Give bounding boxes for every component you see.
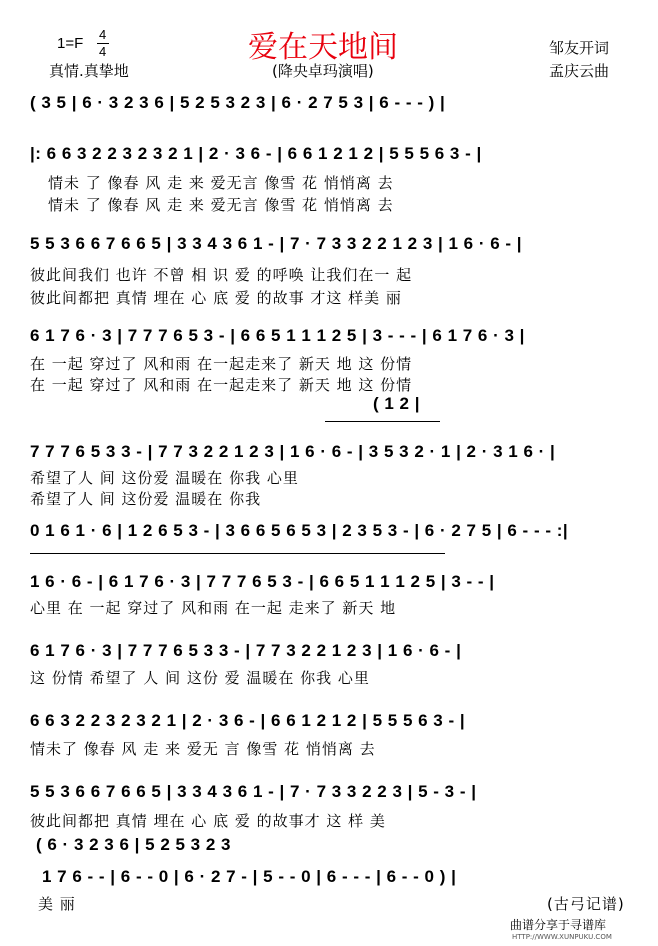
notation-row-8: 6 1 7 6 · 3 | 7 7 7 6 5 3 3 - | 7 7 3 2 2 1 2 3 | 1 6 · 6 - | <box>30 641 462 660</box>
notation-row-coda: 1 7 6 - - | 6 - - 0 | 6 · 2 7 - | 5 - - 0 | 6 - - - | 6 - - 0 ) | <box>42 867 457 886</box>
notation-row-3: 5 5 3 6 6 7 6 6 5 | 3 3 4 3 6 1 - | 7 · 7 3 3 2 2 1 2 3 | 1 6 · 6 - | <box>30 234 523 253</box>
lyrics-row-9: 情未了 像春 风 走 来 爱无 言 像雪 花 悄悄离 去 <box>30 740 376 758</box>
notation-row-5: 7 7 7 6 5 3 3 - | 7 7 3 2 2 1 2 3 | 1 6 · 6 - | 3 5 3 2 · 1 | 2 · 3 1 6 · | <box>30 442 556 461</box>
notation-row-coda-upper: ( 6 · 3 2 3 6 | 5 2 5 3 2 3 <box>36 835 231 854</box>
footer-url[interactable]: HTTP://WWW.XUNPUKU.COM <box>512 933 612 941</box>
transcriber-note: (古弓记谱) <box>547 895 625 913</box>
notation-row-4: 6 1 7 6 · 3 | 7 7 7 6 5 3 - | 6 6 5 1 1 1 2 5 | 3 - - - | 6 1 7 6 · 3 | <box>30 326 525 345</box>
tempo-mood: 真情.真挚地 <box>49 62 129 80</box>
lyrics-row-10: 彼此间都把 真情 埋在 心 底 爱 的故事才 这 样 美 <box>30 812 386 830</box>
notation-row-2: |: 6 6 3 2 2 3 2 3 2 1 | 2 · 3 6 - | 6 6 1 2 1 2 | 5 5 5 6 3 - | <box>30 144 482 163</box>
lyrics-row-5-verse-2: 希望了人 间 这份爱 温暖在 你我 <box>30 490 262 508</box>
notation-row-1: ( 3 5 | 6 · 3 2 3 6 | 5 2 5 3 2 3 | 6 · 2 7 5 3 | 6 - - - ) | <box>30 93 446 112</box>
time-signature-top: 4 <box>99 27 107 42</box>
lyrics-row-4-verse-1: 在 一起 穿过了 风和雨 在一起走来了 新天 地 这 份情 <box>30 355 413 373</box>
notation-row-9: 6 6 3 2 2 3 2 3 2 1 | 2 · 3 6 - | 6 6 1 2 1 2 | 5 5 5 6 3 - | <box>30 711 466 730</box>
composer: 孟庆云曲 <box>549 62 610 80</box>
lyrics-row-4-verse-2: 在 一起 穿过了 风和雨 在一起走来了 新天 地 这 份情 <box>30 376 413 394</box>
notation-row-6: 0 1 6 1 · 6 | 1 2 6 5 3 - | 3 6 6 5 6 5 3 | 2 3 5 3 - | 6 · 2 7 5 | 6 - - - :| <box>30 521 569 540</box>
song-title: 爱在天地间 <box>248 30 398 65</box>
volta-1-bracket <box>325 421 440 422</box>
notation-row-7: 1 6 · 6 - | 6 1 7 6 · 3 | 7 7 7 6 5 3 - | 6 6 5 1 1 1 2 5 | 3 - - | <box>30 572 495 591</box>
lyrics-row-8: 这 份情 希望了 人 间 这份 爱 温暖在 你我 心里 <box>30 669 370 687</box>
footer-site: 曲谱分享于寻谱库 <box>510 918 607 932</box>
lyrics-row-7: 心里 在 一起 穿过了 风和雨 在一起 走来了 新天 地 <box>30 599 397 617</box>
time-signature-bottom: 4 <box>99 44 107 59</box>
volta-2-bracket <box>30 553 445 554</box>
lyrics-row-2-verse-2: 情未 了 像春 风 走 来 爱无言 像雪 花 悄悄离 去 <box>48 196 394 214</box>
lyrics-row-2-verse-1: 情未 了 像春 风 走 来 爱无言 像雪 花 悄悄离 去 <box>48 174 394 192</box>
lyrics-row-coda: 美 丽 <box>38 895 76 913</box>
lyrics-row-3-verse-1: 彼此间我们 也许 不曾 相 识 爱 的呼唤 让我们在一 起 <box>30 266 413 284</box>
notation-row-10: 5 5 3 6 6 7 6 6 5 | 3 3 4 3 6 1 - | 7 · 7 3 3 2 2 3 | 5 - 3 - | <box>30 782 477 801</box>
lyrics-row-3-verse-2: 彼此间都把 真情 埋在 心 底 爱 的故事 才这 样美 丽 <box>30 289 402 307</box>
lyricist: 邹友开词 <box>549 39 610 57</box>
lyrics-row-5-verse-1: 希望了人 间 这份爱 温暖在 你我 心里 <box>30 469 299 487</box>
notation-row-pickup: ( 1 2 | <box>373 394 420 413</box>
performer: (降央卓玛演唱) <box>272 62 374 80</box>
key-signature: 1=F <box>57 35 84 52</box>
